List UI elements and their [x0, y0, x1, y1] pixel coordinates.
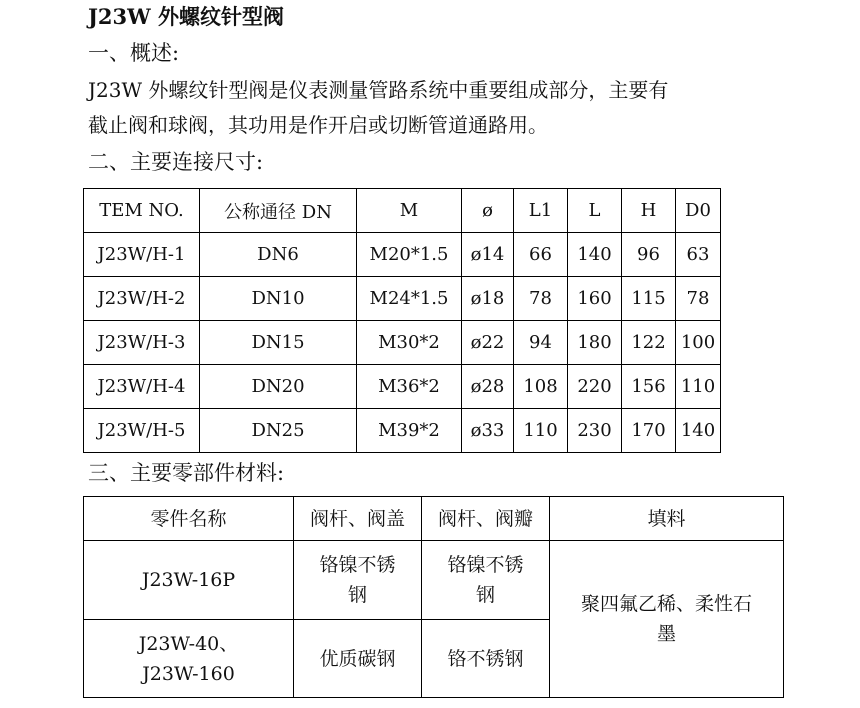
column-header: D0 [676, 189, 721, 233]
table-header-row [84, 189, 721, 233]
document-title: J23W 外螺纹针型阀 [88, 4, 285, 29]
table-cell: M30*2 [357, 321, 462, 365]
cell-line: 铬镍不锈 [447, 554, 524, 576]
table-cell: 78 [514, 277, 568, 321]
part-name-cell [84, 620, 294, 698]
table-cell: 铬不锈钢 [422, 620, 550, 698]
table-cell: 66 [514, 233, 568, 277]
column-header: 零件名称 [84, 497, 294, 541]
column-header: M [357, 189, 462, 233]
table-cell: M36*2 [357, 365, 462, 409]
table-cell: M39*2 [357, 409, 462, 453]
table-cell [422, 541, 550, 620]
table-cell [294, 541, 422, 620]
section-heading-overview: 一、概述: [88, 41, 180, 65]
table-cell: 140 [568, 233, 622, 277]
cell-line: 钢 [347, 584, 367, 606]
table-cell: 100 [676, 321, 721, 365]
table-row [84, 321, 721, 365]
table-cell: 230 [568, 409, 622, 453]
table-cell: DN20 [200, 365, 357, 409]
table-cell: 115 [622, 277, 676, 321]
table-cell: 94 [514, 321, 568, 365]
table-cell: 220 [568, 365, 622, 409]
section-heading-dimensions: 二、主要连接尺寸: [88, 150, 264, 174]
table-cell: ø28 [462, 365, 514, 409]
column-header: 公称通径 DN [200, 189, 357, 233]
table-cell: J23W/H-5 [84, 409, 200, 453]
table-cell: ø22 [462, 321, 514, 365]
column-header: 填料 [550, 497, 784, 541]
table-cell: 180 [568, 321, 622, 365]
table-cell: 122 [622, 321, 676, 365]
paragraph-line: J23W 外螺纹针型阀是仪表测量管路系统中重要组成部分，主要有 [88, 78, 669, 102]
table-cell: 96 [622, 233, 676, 277]
table-cell: DN15 [200, 321, 357, 365]
table-cell: J23W/H-2 [84, 277, 200, 321]
table-cell: 156 [622, 365, 676, 409]
table-cell: 170 [622, 409, 676, 453]
packing-cell [550, 541, 784, 698]
table-cell: J23W/H-3 [84, 321, 200, 365]
table-cell: J23W/H-1 [84, 233, 200, 277]
table-cell: 78 [676, 277, 721, 321]
column-header: ø [462, 189, 514, 233]
table-cell: 140 [676, 409, 721, 453]
table-row [84, 365, 721, 409]
table-row [84, 409, 721, 453]
cell-line: J23W-160 [142, 662, 235, 685]
dimensions-table [83, 188, 721, 453]
column-header: L [568, 189, 622, 233]
table-cell: ø14 [462, 233, 514, 277]
column-header: H [622, 189, 676, 233]
section-heading-materials: 三、主要零部件材料: [88, 461, 285, 485]
cell-line: 钢 [475, 584, 495, 606]
table-cell: ø18 [462, 277, 514, 321]
table-cell: 优质碳钢 [294, 620, 422, 698]
cell-line: 聚四氟乙稀、柔性石 [580, 593, 752, 615]
table-cell: M20*1.5 [357, 233, 462, 277]
column-header: TEM NO. [84, 189, 200, 233]
cell-line: 铬镍不锈 [319, 554, 396, 576]
table-cell: 160 [568, 277, 622, 321]
table-cell: 63 [676, 233, 721, 277]
cell-line: J23W-40、 [138, 632, 239, 655]
part-name-cell: J23W-16P [84, 541, 294, 620]
paragraph-line: 截止阀和球阀，其功用是作开启或切断管道通路用。 [88, 113, 548, 137]
table-cell: DN10 [200, 277, 357, 321]
table-cell: 110 [676, 365, 721, 409]
cell-line: 墨 [656, 623, 676, 645]
column-header: 阀杆、阀瓣 [422, 497, 550, 541]
column-header: 阀杆、阀盖 [294, 497, 422, 541]
table-cell: DN6 [200, 233, 357, 277]
materials-table [83, 496, 784, 698]
table-header-row [84, 497, 784, 541]
column-header: L1 [514, 189, 568, 233]
table-row [84, 277, 721, 321]
table-row [84, 233, 721, 277]
table-cell: ø33 [462, 409, 514, 453]
table-cell: 108 [514, 365, 568, 409]
table-cell: DN25 [200, 409, 357, 453]
table-cell: 110 [514, 409, 568, 453]
table-row [84, 541, 784, 620]
table-cell: J23W/H-4 [84, 365, 200, 409]
table-cell: M24*1.5 [357, 277, 462, 321]
overview-paragraph [88, 73, 788, 143]
